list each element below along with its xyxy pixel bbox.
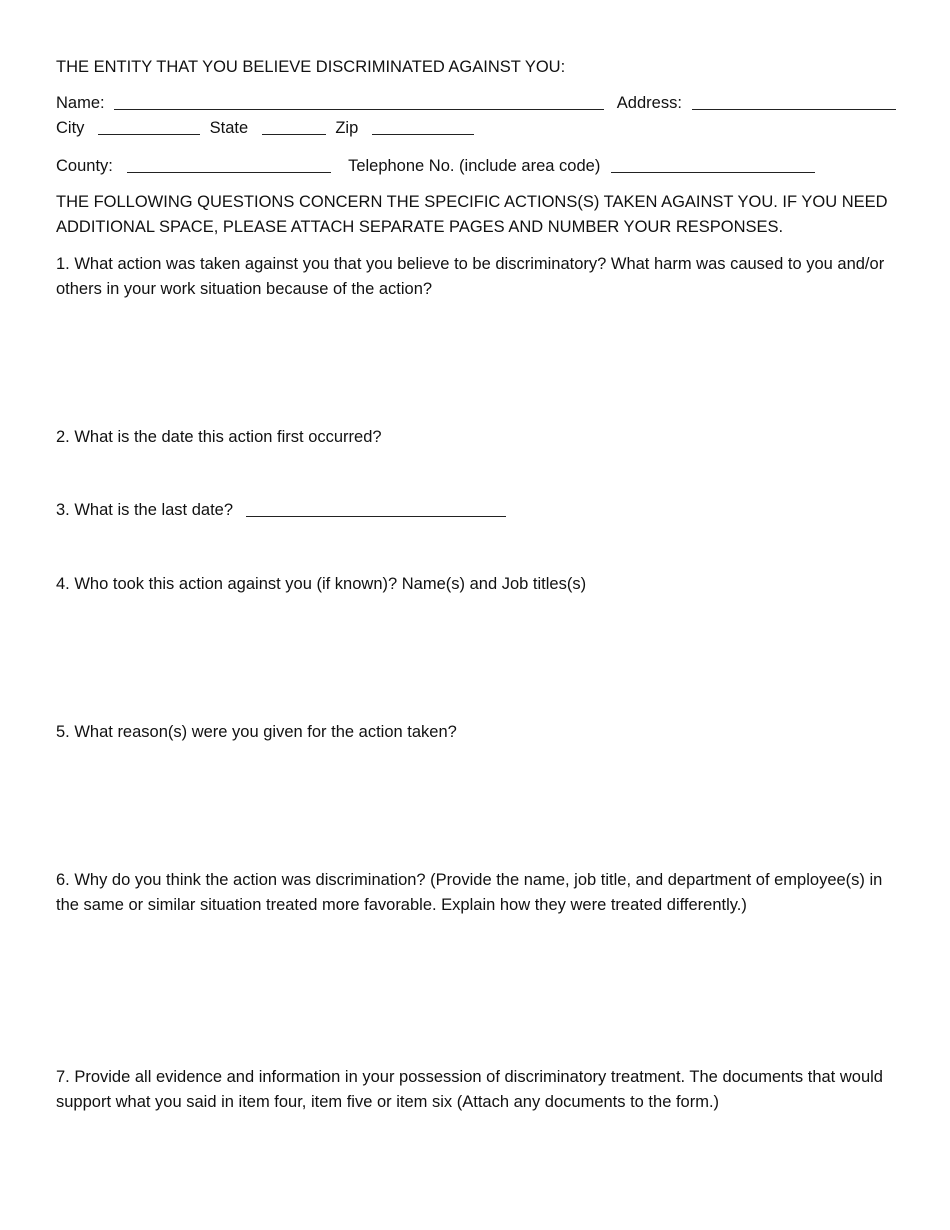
question-3-row bbox=[56, 498, 506, 522]
telephone-label: Telephone No. (include area code) bbox=[348, 157, 601, 175]
question-2: 2. What is the date this action first occurred? bbox=[56, 428, 382, 446]
county-label: County: bbox=[56, 157, 113, 175]
county-telephone-row bbox=[56, 154, 815, 178]
entity-heading: THE ENTITY THAT YOU BELIEVE DISCRIMINATED AGAINST YOU: bbox=[56, 58, 566, 76]
city-label: City bbox=[56, 119, 85, 137]
state-label: State bbox=[209, 119, 249, 137]
name-field[interactable] bbox=[114, 93, 604, 110]
telephone-field[interactable] bbox=[611, 156, 815, 173]
city-field[interactable] bbox=[98, 118, 200, 135]
instructions: THE FOLLOWING QUESTIONS CONCERN THE SPECIFIC ACTIONS(S) TAKEN AGAINST YOU. IF YOU NEED ADDITIONAL SPACE, PLEASE ATTACH SEPARATE PAGES AND NUMBER YOUR RESPONSES. bbox=[56, 193, 888, 236]
zip-label: Zip bbox=[335, 119, 359, 137]
city-state-zip-row bbox=[56, 116, 474, 140]
state-field[interactable] bbox=[262, 118, 326, 135]
last-date-field[interactable] bbox=[246, 500, 506, 517]
address-label: Address: bbox=[616, 94, 682, 112]
zip-field[interactable] bbox=[372, 118, 474, 135]
question-7: 7. Provide all evidence and information in your possession of discriminatory treatment. The documents that would support what you said in item four, item five or item six (Attach any documents to the form.) bbox=[56, 1068, 883, 1111]
question-3: 3. What is the last date? bbox=[56, 501, 234, 519]
question-6: 6. Why do you think the action was discrimination? (Provide the name, job title, and department of employee(s) in the same or similar situation treated more favorable. Explain how they were treated differently.) bbox=[56, 871, 883, 914]
question-4: 4. Who took this action against you (if known)? Name(s) and Job titles(s) bbox=[56, 575, 587, 593]
name-address-row bbox=[56, 91, 896, 115]
name-label: Name: bbox=[56, 94, 105, 112]
question-5: 5. What reason(s) were you given for the action taken? bbox=[56, 723, 457, 741]
county-field[interactable] bbox=[127, 156, 331, 173]
address-field[interactable] bbox=[692, 93, 896, 110]
question-1: 1. What action was taken against you that you believe to be discriminatory? What harm was caused to you and/or others in your work situation because of the action? bbox=[56, 255, 885, 298]
